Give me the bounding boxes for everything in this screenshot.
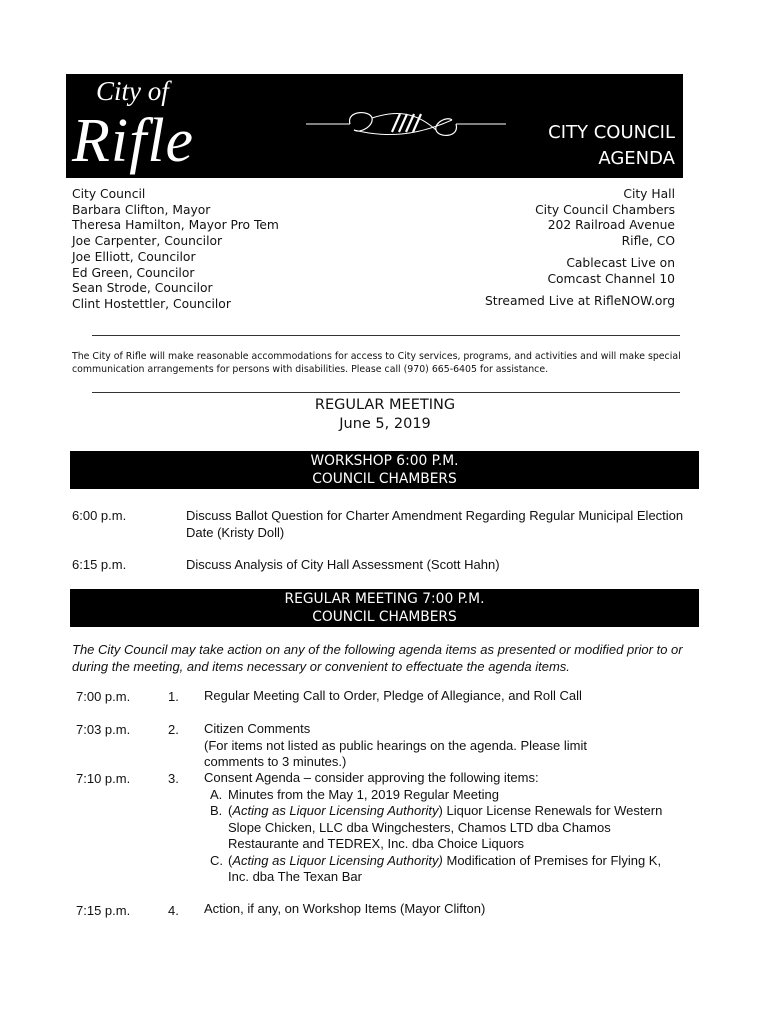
divider — [92, 392, 680, 393]
item-number: 4. — [168, 903, 179, 918]
regular-bar-line-1: REGULAR MEETING 7:00 P.M. — [284, 591, 485, 607]
subitem-text: Minutes from the May 1, 2019 Regular Meeting — [228, 786, 499, 802]
workshop-bar — [70, 451, 699, 489]
item-time: 7:15 p.m. — [76, 903, 131, 918]
meeting-title: REGULAR MEETING — [314, 397, 456, 413]
city-name-logo: Rifle — [72, 107, 195, 175]
subitem — [204, 853, 684, 886]
agenda-title — [548, 120, 675, 172]
location-line: City Hall — [623, 187, 675, 201]
item-text: Consent Agenda – consider approving the following items: — [204, 770, 539, 785]
subitem-text: Modification of Premises for Flying K, Inc. dba The Texan Bar — [228, 852, 662, 884]
item-number: 3. — [168, 771, 179, 786]
accessibility-notice: The City of Rifle will make reasonable accommodations for access to City services, programs, and activities and will make special communication arrangements for persons with disabilities. Please call (970) 665-6405 for assistance. — [72, 351, 681, 375]
item-time: 6:15 p.m. — [72, 557, 127, 572]
subitem-text: Liquor License Renewals for Western Slope Chicken, LLC dba Wingchesters, Chamos LTD dba Chamos Restaurante and TEDREX, Inc. dba Choice Liquors — [228, 803, 663, 851]
item-block — [204, 770, 684, 886]
item-time: 7:10 p.m. — [76, 771, 131, 786]
workshop-bar-line-1: WORKSHOP 6:00 P.M. — [310, 453, 459, 469]
council-line: City Council — [72, 187, 146, 201]
subitem-italic: Acting as Liquor Licensing Authority) — [232, 852, 443, 868]
council-line: Joe Elliott, Councilor — [72, 249, 196, 264]
meeting-heading — [0, 396, 770, 434]
item-time: 7:03 p.m. — [76, 722, 131, 737]
item-number: 2. — [168, 722, 179, 737]
item-number: 1. — [168, 689, 179, 704]
council-line: Theresa Hamilton, Mayor Pro Tem — [72, 218, 279, 233]
item-time: 6:00 p.m. — [72, 508, 127, 523]
item-text: Discuss Analysis of City Hall Assessment (Scott Hahn) — [186, 557, 500, 572]
council-line: Barbara Clifton, Mayor — [72, 202, 211, 217]
regular-meeting-bar — [70, 589, 699, 627]
council-line: Joe Carpenter, Councilor — [72, 234, 223, 249]
item-text: Discuss Ballot Question for Charter Amendment Regarding Regular Municipal Election Date (Kristy Doll) — [186, 508, 684, 540]
subitem — [204, 803, 684, 853]
council-line: Ed Green, Councilor — [72, 265, 195, 280]
subitem-open-paren: ( — [228, 803, 233, 818]
divider — [92, 335, 680, 336]
meeting-date: June 5, 2019 — [339, 416, 431, 432]
item-text: Regular Meeting Call to Order, Pledge of Allegiance, and Roll Call — [204, 688, 582, 703]
regular-bar-line-2: COUNCIL CHAMBERS — [312, 609, 457, 625]
cablecast-line: Comcast Channel 10 — [547, 271, 675, 286]
meeting-location — [485, 187, 675, 310]
council-line: Sean Strode, Councilor — [72, 281, 213, 296]
subitem-italic: Acting as Liquor Licensing Authority — [232, 803, 439, 818]
workshop-bar-line-2: COUNCIL CHAMBERS — [312, 471, 457, 487]
item-text: Action, if any, on Workshop Items (Mayor Clifton) — [204, 901, 486, 916]
scroll-ornament-icon — [306, 104, 506, 144]
city-of-label: City of — [96, 76, 169, 106]
subitem — [204, 787, 684, 804]
council-line: Clint Hostettler, Councilor — [72, 296, 231, 311]
title-line-2: AGENDA — [598, 148, 675, 169]
location-line: City Council Chambers — [535, 202, 675, 217]
location-line: 202 Railroad Avenue — [547, 218, 675, 233]
item-text: Citizen Comments — [204, 721, 311, 736]
item-time: 7:00 p.m. — [76, 689, 131, 704]
stream-link[interactable]: Streamed Live at RifleNOW.org — [484, 294, 675, 309]
location-line: Rifle, CO — [621, 234, 675, 249]
cablecast-line: Cablecast Live on — [566, 255, 675, 270]
agenda-intro: The City Council may take action on any of the following agenda items as presented or modified prior to or during the meeting, and items necessary or convenient to effectuate the agenda items. — [72, 642, 683, 674]
title-line-1: CITY COUNCIL — [548, 122, 675, 143]
council-members — [72, 187, 279, 313]
subitem-close-paren: ) — [438, 803, 443, 818]
subitem-open-paren: ( — [228, 852, 233, 868]
subitem-letter: B. — [210, 803, 223, 818]
item-note: (For items not listed as public hearings on the agenda. Please limit comments to 3 minutes.) — [204, 737, 587, 769]
item-block — [204, 721, 684, 771]
subitem-letter: C. — [210, 852, 223, 868]
subitem-letter: A. — [210, 786, 223, 802]
